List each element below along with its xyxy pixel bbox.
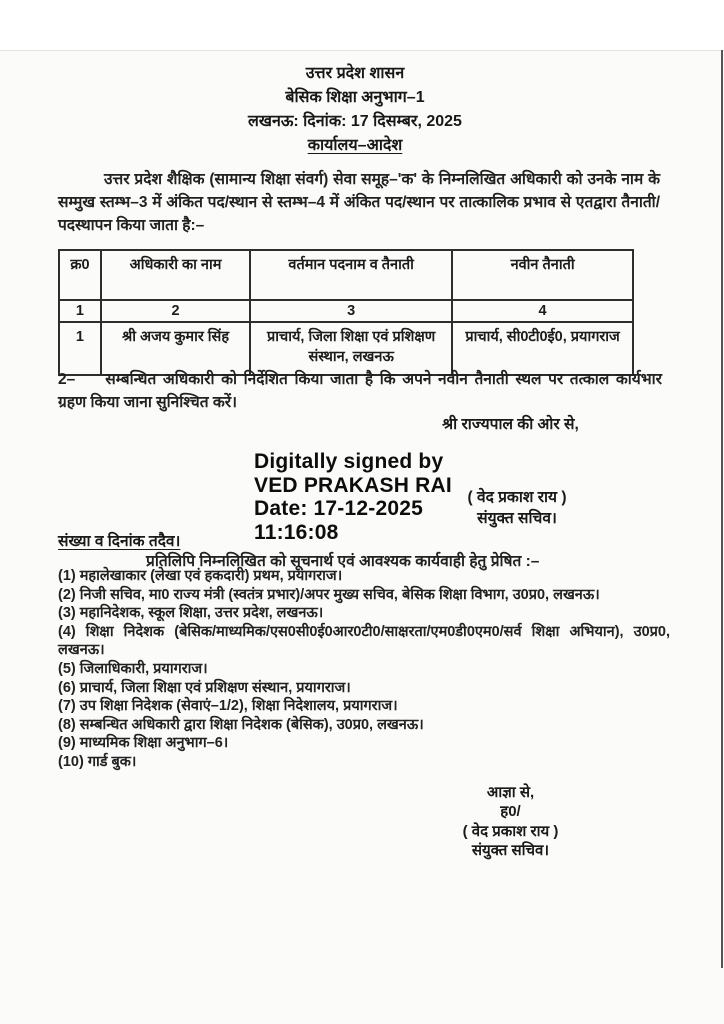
col-number: 4: [452, 300, 633, 322]
copy-list-item: (4) शिक्षा निदेशक (बेसिक/माध्यमिक/एस0सी0ई0आर0टी0/साक्षरता/एम0डी0एम0/सर्व शिक्षा अभियान), उ0प्र0, लखनऊ।: [58, 623, 670, 659]
document-header: [155, 62, 555, 158]
opening-paragraph-text: उत्तर प्रदेश शैक्षिक (सामान्य शिक्षा संवर्ग) सेवा समूह–'क' के निम्नलिखित अधिकारी को उनके नाम के सम्मुख स्तम्भ–3 में अंकित पद/स्थान से स्तम्भ–4 में अंकित पद/स्थान पर तात्कालिक प्रभाव से एतद्वारा तैनाती/ पदस्थापन किया जाता है:–: [58, 171, 660, 234]
col-header-new-posting: नवीन तैनाती: [452, 250, 633, 300]
signatory-name: ( वेद प्रकाश राय ): [467, 489, 567, 506]
signatory-block: [446, 487, 588, 529]
digital-signature-stamp: [254, 450, 474, 544]
posting-table: [58, 249, 634, 376]
cell-officer-name: श्री अजय कुमार सिंह: [101, 322, 250, 375]
directive-text: सम्बन्धित अधिकारी को निर्देशित किया जाता है कि अपने नवीन तैनाती स्थल पर तत्काल कार्यभार ग्रहण किया जाना सुनिश्चित करें।: [58, 371, 662, 411]
copy-list-item: (9) माध्यमिक शिक्षा अनुभाग–6।: [58, 735, 229, 752]
copy-forwarded-intro: प्रतिलिपि निम्नलिखित को सूचनार्थ एवं आवश्यक कार्यवाही हेतु प्रेषित :–: [146, 553, 540, 570]
col-header-current-posting: वर्तमान पदनाम व तैनाती: [250, 250, 452, 300]
digital-signature-name: VED PRAKASH RAI: [254, 473, 452, 497]
col-number: 2: [101, 300, 250, 322]
footer-signatory-designation: संयुक्त सचिव।: [471, 842, 550, 860]
copy-list-item: (2) निजी सचिव, मा0 राज्य मंत्री (स्वतंत्र प्रभार)/अपर मुख्य सचिव, बेसिक शिक्षा विभाग, उ0प्र0, लखनऊ।: [58, 586, 600, 603]
footer-signature-block: [428, 783, 593, 861]
copy-list-item: (5) जिलाधिकारी, प्रयागराज।: [58, 660, 208, 677]
department-section: बेसिक शिक्षा अनुभाग–1: [285, 89, 425, 106]
copy-distribution-list: [58, 567, 670, 772]
place-date-line: लखनऊ: दिनांक: 17 दिसम्बर, 2025: [248, 113, 462, 130]
footer-by-order: आज्ञा से,: [486, 784, 535, 801]
scan-right-edge-line: [721, 50, 723, 968]
reference-number-line: संख्या व दिनांक तदैव।: [58, 533, 181, 550]
footer-signed-mark: ह0/: [500, 803, 521, 821]
copy-list-item: (6) प्राचार्य, जिला शिक्षा एवं प्रशिक्षण संस्थान, प्रयागराज।: [58, 679, 351, 696]
copy-list-item: (8) सम्बन्धित अधिकारी द्वारा शिक्षा निदेशक (बेसिक), उ0प्र0, लखनऊ।: [58, 716, 424, 733]
government-name: उत्तर प्रदेश शासन: [305, 65, 405, 82]
order-title-line: [155, 134, 555, 158]
col-header-officer-name: अधिकारी का नाम: [101, 250, 250, 300]
digital-signature-date: Date: 17-12-2025: [254, 497, 423, 520]
directive-number: 2–: [58, 371, 76, 388]
by-order-of-governor-line: श्री राज्यपाल की ओर से,: [442, 416, 579, 433]
copy-list-item: (7) उप शिक्षा निदेशक (सेवाएं–1/2), शिक्षा निदेशालय, प्रयागराज।: [58, 698, 398, 715]
scan-top-margin: [0, 0, 724, 51]
digital-signature-time: 11:16:08: [254, 520, 339, 544]
opening-paragraph: [58, 168, 660, 237]
digital-signature-line1: Digitally signed by: [254, 450, 444, 473]
signatory-designation: संयुक्त सचिव।: [477, 510, 557, 527]
col-header-serial: क्र0: [59, 250, 101, 300]
col-number: 3: [250, 300, 452, 322]
copy-list-item: (10) गार्ड बुक।: [58, 753, 137, 770]
col-number: 1: [59, 300, 101, 322]
table-header-row: [59, 250, 633, 300]
cell-new-posting: प्राचार्य, सी0टी0ई0, प्रयागराज: [452, 322, 633, 375]
cell-current-posting: प्राचार्य, जिला शिक्षा एवं प्रशिक्षण संस्थान, लखनऊ: [250, 322, 452, 375]
cell-serial: 1: [59, 322, 101, 375]
table-column-number-row: [59, 300, 633, 322]
office-order-title: कार्यालय–आदेश: [307, 137, 403, 154]
copy-list-item: (1) महालेखाकार (लेखा एवं हकदारी) प्रथम, प्रयागराज।: [58, 568, 343, 584]
footer-signatory-name: ( वेद प्रकाश राय ): [462, 822, 559, 840]
copy-list-item: (3) महानिदेशक, स्कूल शिक्षा, उत्तर प्रदेश, लखनऊ।: [58, 605, 324, 622]
directive-paragraph: [58, 368, 662, 414]
